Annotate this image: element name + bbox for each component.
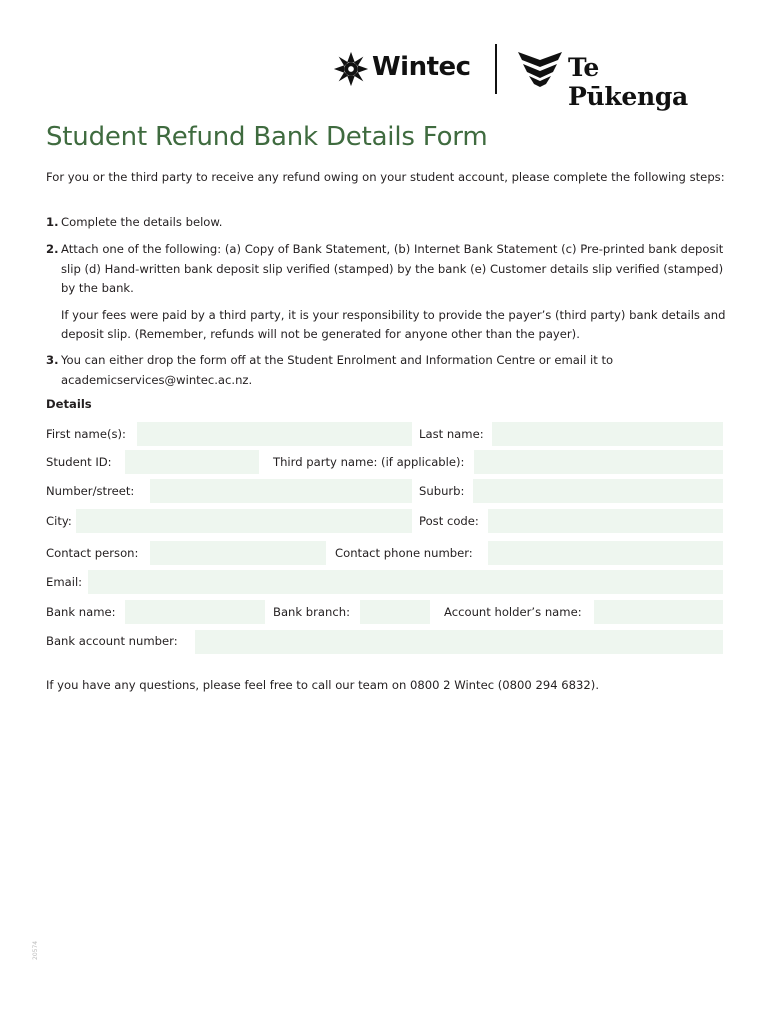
tepukenga-logo-text: Te Pūkenga bbox=[568, 53, 688, 111]
bank-account-number-field[interactable] bbox=[195, 630, 723, 654]
details-heading: Details bbox=[46, 397, 92, 411]
last-name-field[interactable] bbox=[492, 422, 723, 446]
post-code-field[interactable] bbox=[488, 509, 723, 533]
account-holder-field[interactable] bbox=[594, 600, 723, 624]
number-street-label: Number/street: bbox=[46, 484, 135, 498]
bank-account-number-label: Bank account number: bbox=[46, 634, 178, 648]
third-party-name-label: Third party name: (if applicable): bbox=[273, 455, 465, 469]
suburb-label: Suburb: bbox=[419, 484, 465, 498]
bank-branch-label: Bank branch: bbox=[273, 605, 351, 619]
step-1 bbox=[46, 213, 726, 233]
footer-contact-text: If you have any questions, please feel free to call our team on 0800 2 Wintec (0800 294 6832). bbox=[46, 678, 600, 692]
step-text: You can either drop the form off at the Student Enrolment and Information Centre or email it to academicservices@wintec.ac.nz. bbox=[61, 353, 614, 387]
contact-person-label: Contact person: bbox=[46, 546, 139, 560]
bank-name-label: Bank name: bbox=[46, 605, 116, 619]
step-text: Complete the details below. bbox=[61, 215, 223, 229]
step-number: 2. bbox=[46, 242, 59, 256]
bank-branch-field[interactable] bbox=[360, 600, 430, 624]
contact-phone-field[interactable] bbox=[488, 541, 723, 565]
form-code: 20574 bbox=[32, 940, 39, 960]
student-id-field[interactable] bbox=[125, 450, 259, 474]
step-number: 1. bbox=[46, 215, 59, 229]
number-street-field[interactable] bbox=[150, 479, 412, 503]
wintec-logo-icon bbox=[332, 50, 370, 88]
city-label: City: bbox=[46, 514, 72, 528]
account-holder-label: Account holder’s name: bbox=[444, 605, 582, 619]
page-title: Student Refund Bank Details Form bbox=[46, 122, 488, 152]
last-name-label: Last name: bbox=[419, 427, 484, 441]
step-number: 3. bbox=[46, 353, 59, 367]
header-logos bbox=[332, 44, 727, 111]
tepukenga-logo-icon bbox=[518, 50, 562, 88]
step-text: Attach one of the following: (a) Copy of Bank Statement, (b) Internet Bank Statement (c) Pre-printed bank deposit slip (d) Hand-written bank deposit slip verified (stamped) by the bank (e) Customer details slip verified (stamped) by the bank. bbox=[61, 242, 724, 295]
contact-phone-label: Contact phone number: bbox=[335, 546, 473, 560]
email-field[interactable] bbox=[88, 570, 723, 594]
logo-divider bbox=[495, 44, 497, 94]
step-2 bbox=[46, 240, 726, 345]
suburb-field[interactable] bbox=[473, 479, 723, 503]
first-name-label: First name(s): bbox=[46, 427, 126, 441]
intro-text: For you or the third party to receive any refund owing on your student account, please complete the following steps: bbox=[46, 170, 725, 184]
email-label: Email: bbox=[46, 575, 83, 589]
contact-person-field[interactable] bbox=[150, 541, 326, 565]
step-3 bbox=[46, 351, 726, 390]
student-id-label: Student ID: bbox=[46, 455, 112, 469]
post-code-label: Post code: bbox=[419, 514, 479, 528]
first-name-field[interactable] bbox=[137, 422, 412, 446]
wintec-logo-text: Wintec bbox=[372, 52, 471, 82]
bank-name-field[interactable] bbox=[125, 600, 265, 624]
step-note: If your fees were paid by a third party, it is your responsibility to provide the payer’s (third party) bank details and deposit slip. (Remember, refunds will not be generated for anyone other than the payer). bbox=[61, 307, 726, 341]
third-party-name-field[interactable] bbox=[474, 450, 723, 474]
city-field[interactable] bbox=[76, 509, 412, 533]
